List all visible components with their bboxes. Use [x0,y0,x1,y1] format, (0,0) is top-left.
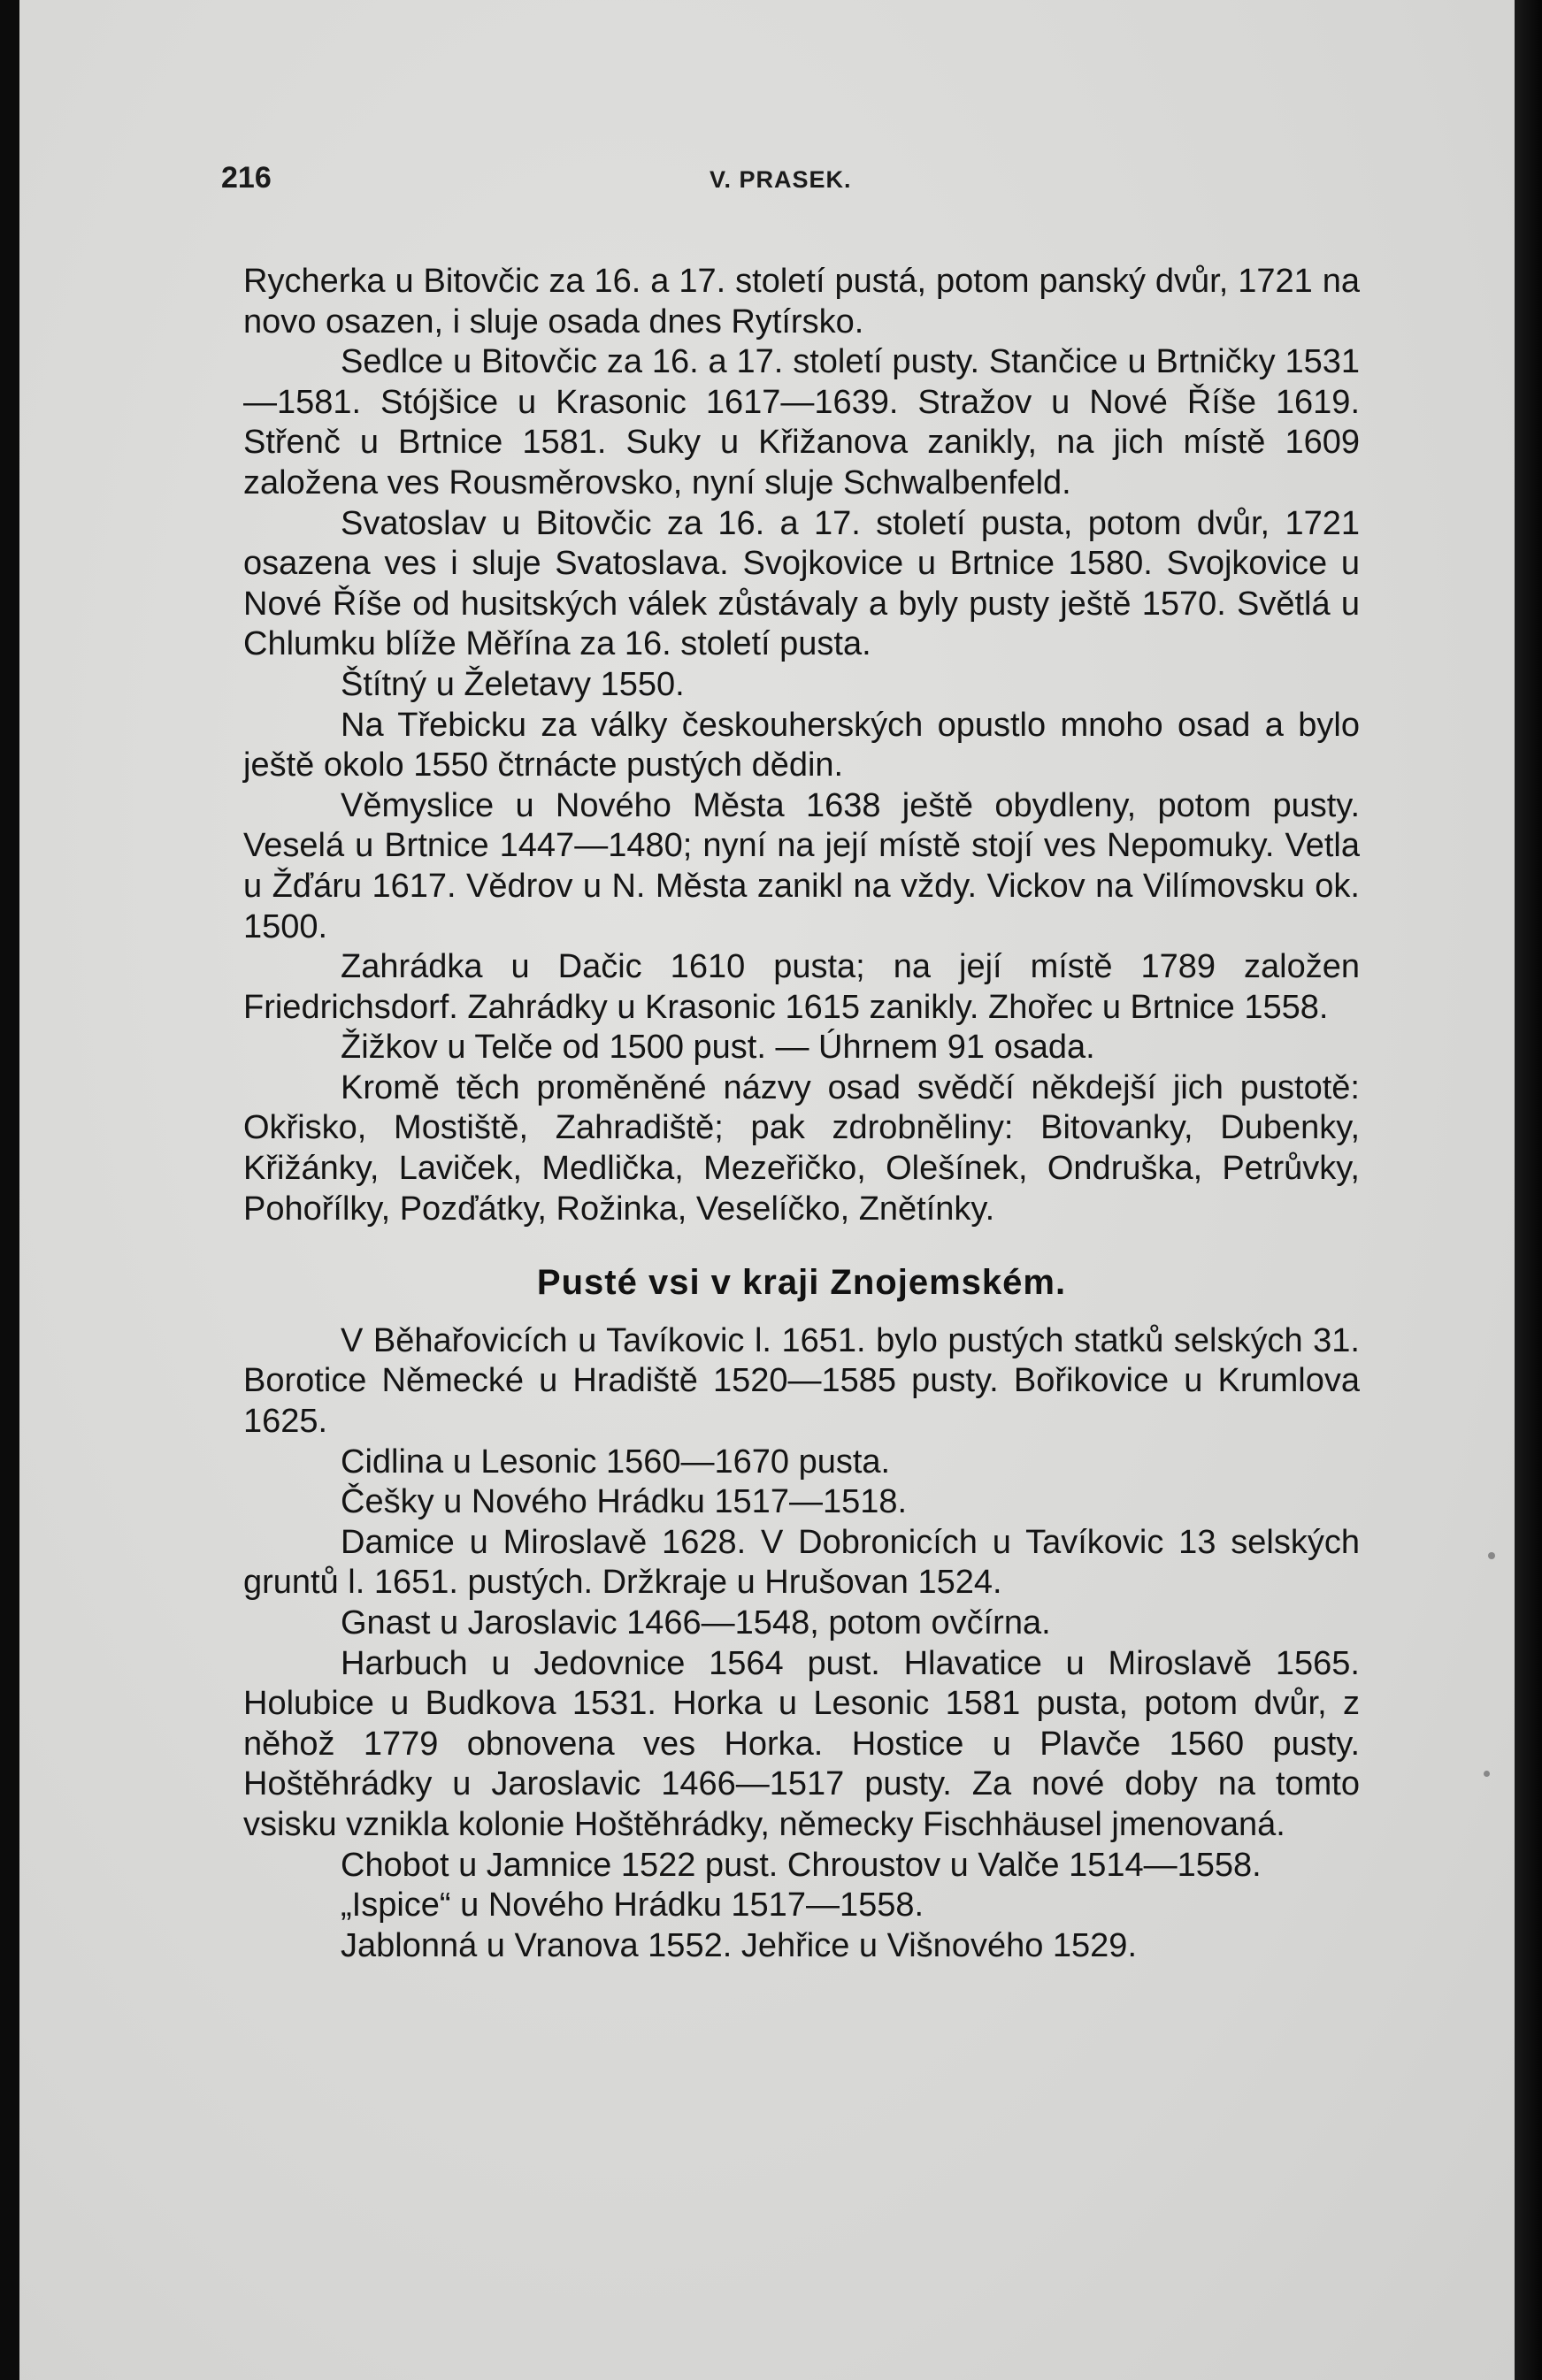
paragraph: Rycherka u Bitovčic za 16. a 17. století pustá, potom panský dvůr, 1721 na novo osazen, i sluje osada dnes Rytírsko. [243,263,1360,341]
scan-speck [1488,1552,1495,1559]
paragraph: Češky u Nového Hrádku 1517—1518. [341,1483,908,1521]
paragraph: „Ispice“ u Nového Hrádku 1517—1558. [341,1886,924,1925]
paragraph: Cidlina u Lesonic 1560—1670 pusta. [341,1443,891,1481]
page-header [19,161,1515,205]
paragraph: Harbuch u Jedovnice 1564 pust. Hlavatice u Miroslavě 1565. Holubice u Budkova 1531. Horka u Lesonic 1581 pusta, potom dvůr, z něhož 1779 obnovena ves Horka. Hostice u Plavče 1560 pusty. Hoštěhrádky u Jaroslavic 1466—1517 pusty. Za nové doby na tomto vsisku vznikla kolonie Hoštěhrádky, německy Fischhäusel jmenovaná. [243,1644,1360,1843]
paragraph: Gnast u Jaroslavic 1466—1548, potom ovčírna. [341,1604,1051,1642]
paragraph: Damice u Miroslavě 1628. V Dobronicích u Tavíkovic 13 selských gruntů l. 1651. pustých. Držkraje u Hrušovan 1524. [243,1523,1360,1602]
scan-border [1515,0,1542,2380]
paragraph: Zahrádka u Dačic 1610 pusta; na její místě 1789 založen Friedrichsdorf. Zahrádky u Krasonic 1615 zanikly. Zhořec u Brtnice 1558. [243,948,1360,1026]
paragraph: Chobot u Jamnice 1522 pust. Chroustov u Valče 1514—1558. [341,1846,1262,1884]
paragraph: Žižkov u Telče od 1500 pust. — Úhrnem 91 osada. [341,1029,1095,1067]
paragraph: Svatoslav u Bitovčic za 16. a 17. století pusta, potom dvůr, 1721 osazena ves i sluje Svatoslava. Svojkovice u Brtnice 1580. Svojkovice u Nové Říše od husitských válek zůstávaly a byly pusty ještě 1570. Světlá u Chlumku blíže Měřína za 16. století pusta. [243,504,1360,663]
body-text [243,262,1360,1966]
document-page [19,0,1515,2380]
paragraph: Jablonná u Vranova 1552. Jehřice u Višnového 1529. [341,1926,1137,1964]
paragraph: V Běhařovicích u Tavíkovic l. 1651. bylo pustých statků selských 31. Borotice Německé u Hradiště 1520—1585 pusty. Bořikovice u Krumlova 1625. [243,1321,1360,1441]
paragraph: Štítný u Želetavy 1550. [341,665,685,703]
section-heading: Pusté vsi v kraji Znojemském. [536,1263,1067,1303]
paragraph: Sedlce u Bitovčic za 16. a 17. století pusty. Stančice u Brtničky 1531—1581. Stójšice u Krasonic 1617—1639. Stražov u Nové Říše 1619. Střenč u Brtnice 1581. Suky u Křižanova zanikly, na jich místě 1609 založena ves Rousměrovsko, nyní sluje Schwalbenfeld. [243,343,1360,501]
page-number: 216 [221,161,272,195]
scan-speck [1484,1771,1490,1777]
paragraph: Věmyslice u Nového Města 1638 ještě obydleny, potom pusty. Veselá u Brtnice 1447—1480; nyní na její místě stojí ves Nepomuky. Vetla u Žďáru 1617. Vědrov u N. Města zanikl na vždy. Vickov na Vilímovsku ok. 1500. [243,786,1360,945]
paragraph: Na Třebicku za války českouherských opustlo mnoho osad a bylo ještě okolo 1550 čtrnácte pustých dědin. [243,706,1360,784]
running-head: V. PRASEK. [710,166,852,193]
paragraph: Kromě těch proměněné názvy osad svědčí někdejší jich pustotě: Okřisko, Mostiště, Zahradiště; pak zdrobněliny: Bitovanky, Dubenky, Křižánky, Laviček, Medlička, Mezeřičko, Olešínek, Ondruška, Petrůvky, Pohořílky, Pozďátky, Rožinka, Veselíčko, Znětínky. [243,1068,1360,1228]
